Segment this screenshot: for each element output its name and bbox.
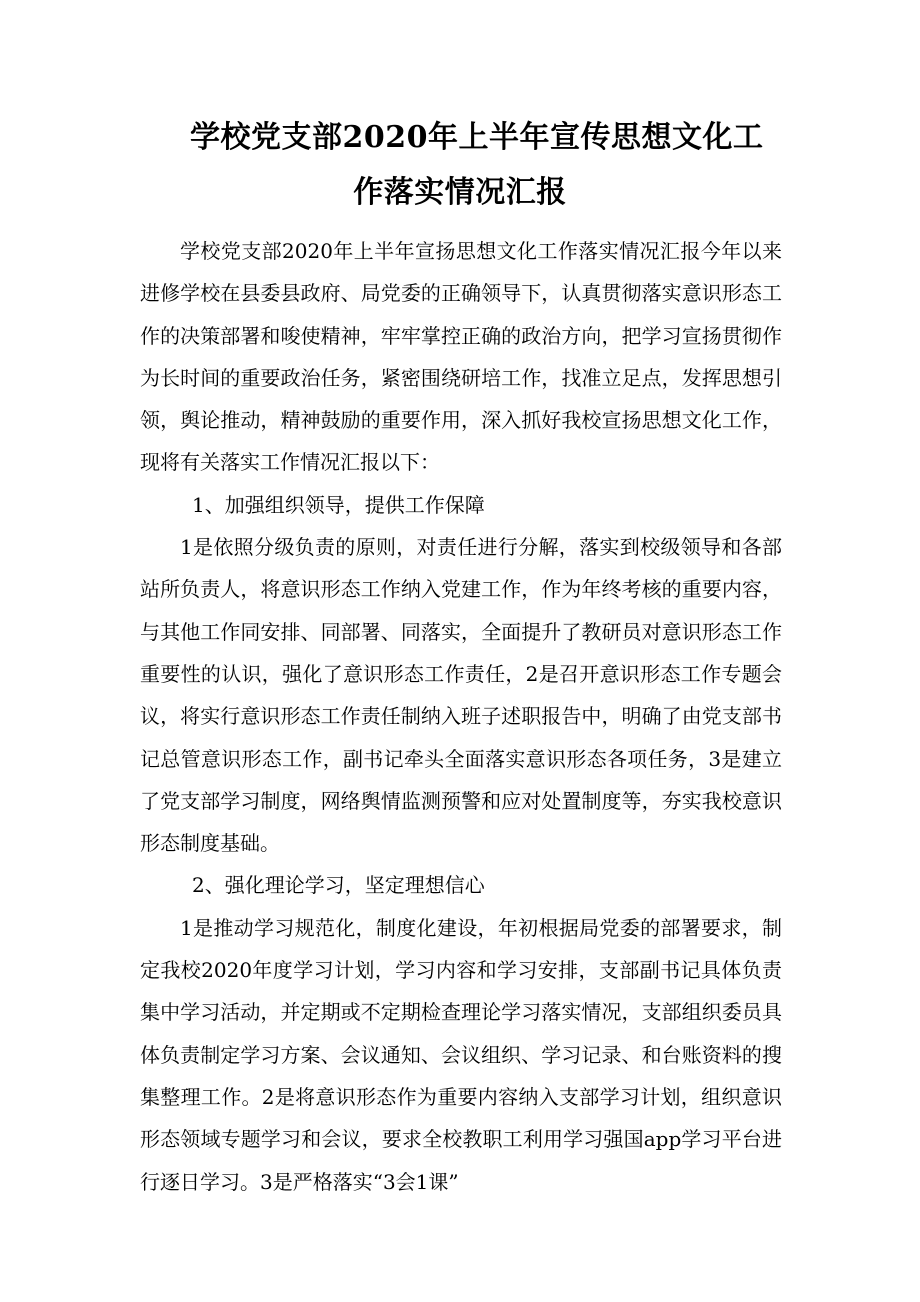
document-body	[140, 230, 782, 1203]
section-1-paragraph: 1是依照分级负责的原则，对责任进行分解，落实到校级领导和各部站所负责人，将意识形态工作纳入党建工作，作为年终考核的重要内容，与其他工作同安排、同部署、同落实，全面提升了教研员对意识形态工作重要性的认识，强化了意识形态工作责任，2是召开意识形态工作专题会议，将实行意识形态工作责任制纳入班子述职报告中，明确了由党支部书记总管意识形态工作，副书记牵头全面落实意识形态各项任务，3是建立了党支部学习制度，网络舆情监测预警和应对处置制度等，夯实我校意识形态制度基础。	[140, 535, 782, 856]
document-title-line-1: 学校党支部2020年上半年宣传思想文化工	[190, 120, 764, 155]
intro-paragraph: 学校党支部2020年上半年宣扬思想文化工作落实情况汇报今年以来进修学校在县委县政府、局党委的正确领导下，认真贯彻落实意识形态工作的决策部署和唆使精神，牢牢掌控正确的政治方向，把学习宣扬贯彻作为长时间的重要政治任务，紧密围绕研培工作，找准立足点，发挥思想引领，舆论推动，精神鼓励的重要作用，深入抓好我校宣扬思想文化工作，现将有关落实工作情况汇报以下：	[140, 239, 782, 475]
section-heading-2: 2、强化理论学习，坚定理想信心	[192, 873, 485, 898]
document-title-line-2: 作落实情况汇报	[353, 175, 567, 210]
section-2-paragraph: 1是推动学习规范化，制度化建设，年初根据局党委的部署要求，制定我校2020年度学习计划，学习内容和学习安排，支部副书记具体负责集中学习活动，并定期或不定期检查理论学习落实情况，支部组织委员具体负责制定学习方案、会议通知、会议组织、学习记录、和台账资料的搜集整理工作。2是将意识形态作为重要内容纳入支部学习计划，组织意识形态领域专题学习和会议，要求全校教职工利用学习强国app学习平台进行逐日学习。3是严格落实“3会1课”	[140, 915, 782, 1194]
section-heading-1: 1、加强组织领导，提供工作保障	[192, 492, 485, 517]
